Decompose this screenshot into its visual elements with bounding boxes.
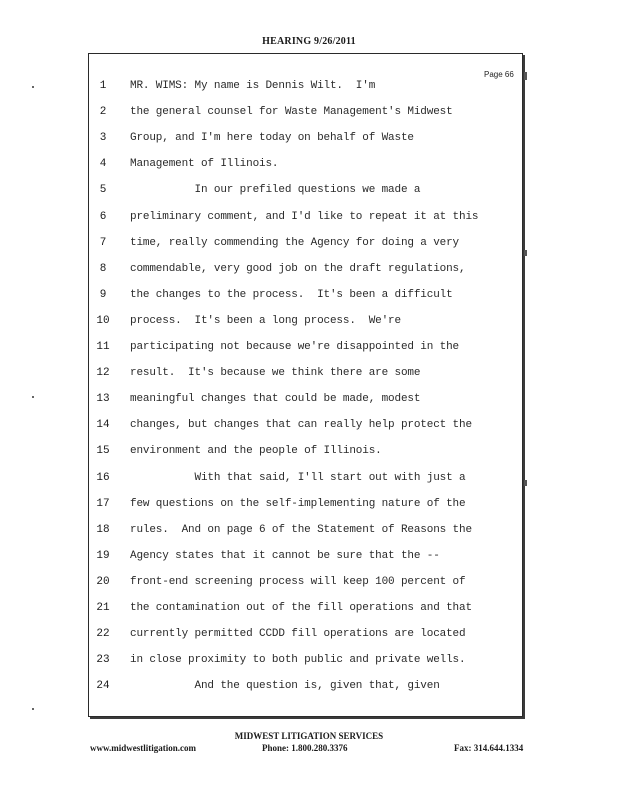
line-text: Management of Illinois. xyxy=(130,158,279,171)
transcript-line xyxy=(0,654,520,672)
line-text: participating not because we're disappointed in the xyxy=(130,341,460,353)
line-number: 13 xyxy=(96,393,110,406)
line-text: in close proximity to both public and private wells. xyxy=(130,654,466,667)
line-text: preliminary comment, and I'd like to repeat it at this xyxy=(130,210,479,223)
line-number: 17 xyxy=(96,497,110,510)
line-text: MR. WIMS: My name is Dennis Wilt. I'm xyxy=(130,80,376,92)
line-number: 1 xyxy=(99,80,107,92)
line-text: Group, and I'm here today on behalf of Waste xyxy=(130,132,414,145)
line-number: 22 xyxy=(96,628,110,641)
line-text: commendable, very good job on the draft regulations, xyxy=(130,262,466,275)
line-number: 12 xyxy=(96,367,110,380)
transcript-line xyxy=(0,184,520,202)
line-number: 6 xyxy=(99,210,107,223)
document-header: HEARING 9/26/2011 xyxy=(262,36,356,47)
transcript-line xyxy=(0,680,520,698)
line-number: 10 xyxy=(96,314,110,327)
footer-company: MIDWEST LITIGATION SERVICES xyxy=(234,731,384,741)
line-text: currently permitted CCDD fill operations are located xyxy=(130,628,466,641)
transcript-line xyxy=(0,576,520,594)
line-text: result. It's because we think there are some xyxy=(130,367,421,380)
transcript-line xyxy=(0,132,520,150)
transcript-line xyxy=(0,628,520,646)
line-text: And the question is, given that, given xyxy=(130,680,440,693)
transcript-line xyxy=(0,472,520,490)
line-text: the general counsel for Waste Management's Midwest xyxy=(130,106,453,119)
line-number: 2 xyxy=(99,106,107,119)
transcript-line xyxy=(0,237,520,255)
transcript-line xyxy=(0,315,520,333)
scan-mark xyxy=(524,72,527,80)
line-text: With that said, I'll start out with just a xyxy=(130,471,466,484)
transcript-line xyxy=(0,419,520,437)
scan-speck xyxy=(32,708,34,710)
frame-shadow-right xyxy=(523,55,525,719)
transcript-line xyxy=(0,602,520,620)
line-number: 5 xyxy=(99,184,107,197)
line-number: 21 xyxy=(96,602,110,614)
line-text: rules. And on page 6 of the Statement of Reasons the xyxy=(130,523,472,536)
line-text: the contamination out of the fill operations and that xyxy=(130,602,472,614)
line-text: meaningful changes that could be made, modest xyxy=(130,393,421,406)
line-number: 24 xyxy=(96,680,110,693)
scan-mark xyxy=(524,480,527,486)
line-text: environment and the people of Illinois. xyxy=(130,445,382,458)
scan-mark xyxy=(524,250,527,256)
transcript-line xyxy=(0,289,520,307)
line-text: In our prefiled questions we made a xyxy=(130,184,421,197)
transcript-line xyxy=(0,550,520,568)
transcript-line xyxy=(0,367,520,385)
line-text: front-end screening process will keep 100 percent of xyxy=(130,575,466,588)
transcript-line xyxy=(0,445,520,463)
line-text: process. It's been a long process. We're xyxy=(130,314,401,327)
line-number: 14 xyxy=(96,419,110,432)
line-text: few questions on the self-implementing nature of the xyxy=(130,497,466,510)
line-number: 9 xyxy=(99,288,107,301)
frame-shadow-bottom xyxy=(90,717,525,719)
line-number: 16 xyxy=(96,471,110,484)
footer-fax: Fax: 314.644.1334 xyxy=(454,743,524,753)
line-text: changes, but changes that can really help protect the xyxy=(130,419,472,432)
line-number: 20 xyxy=(96,575,110,588)
line-number: 23 xyxy=(96,654,110,667)
line-number: 18 xyxy=(96,523,110,536)
line-number: 11 xyxy=(96,341,110,353)
footer-phone: Phone: 1.800.280.3376 xyxy=(262,743,348,753)
footer-website: www.midwestlitigation.com xyxy=(90,743,196,753)
line-text: the changes to the process. It's been a difficult xyxy=(130,288,453,301)
transcript-line xyxy=(0,393,520,411)
line-number: 8 xyxy=(99,262,107,275)
page-number-label: Page 66 xyxy=(484,70,514,79)
transcript-line xyxy=(0,263,520,281)
transcript-line xyxy=(0,524,520,542)
scan-speck xyxy=(32,396,34,398)
line-number: 3 xyxy=(99,132,107,145)
line-number: 4 xyxy=(99,158,107,171)
transcript-line xyxy=(0,498,520,516)
transcript-line xyxy=(0,158,520,176)
line-text: time, really commending the Agency for doing a very xyxy=(130,236,460,249)
transcript-line xyxy=(0,106,520,124)
line-number: 19 xyxy=(96,549,110,562)
scan-speck xyxy=(32,86,34,88)
transcript-line xyxy=(0,341,520,359)
transcript-line xyxy=(0,80,520,98)
line-number: 7 xyxy=(99,236,107,249)
line-text: Agency states that it cannot be sure that the -- xyxy=(130,549,440,562)
transcript-line xyxy=(0,211,520,229)
line-number: 15 xyxy=(96,445,110,458)
